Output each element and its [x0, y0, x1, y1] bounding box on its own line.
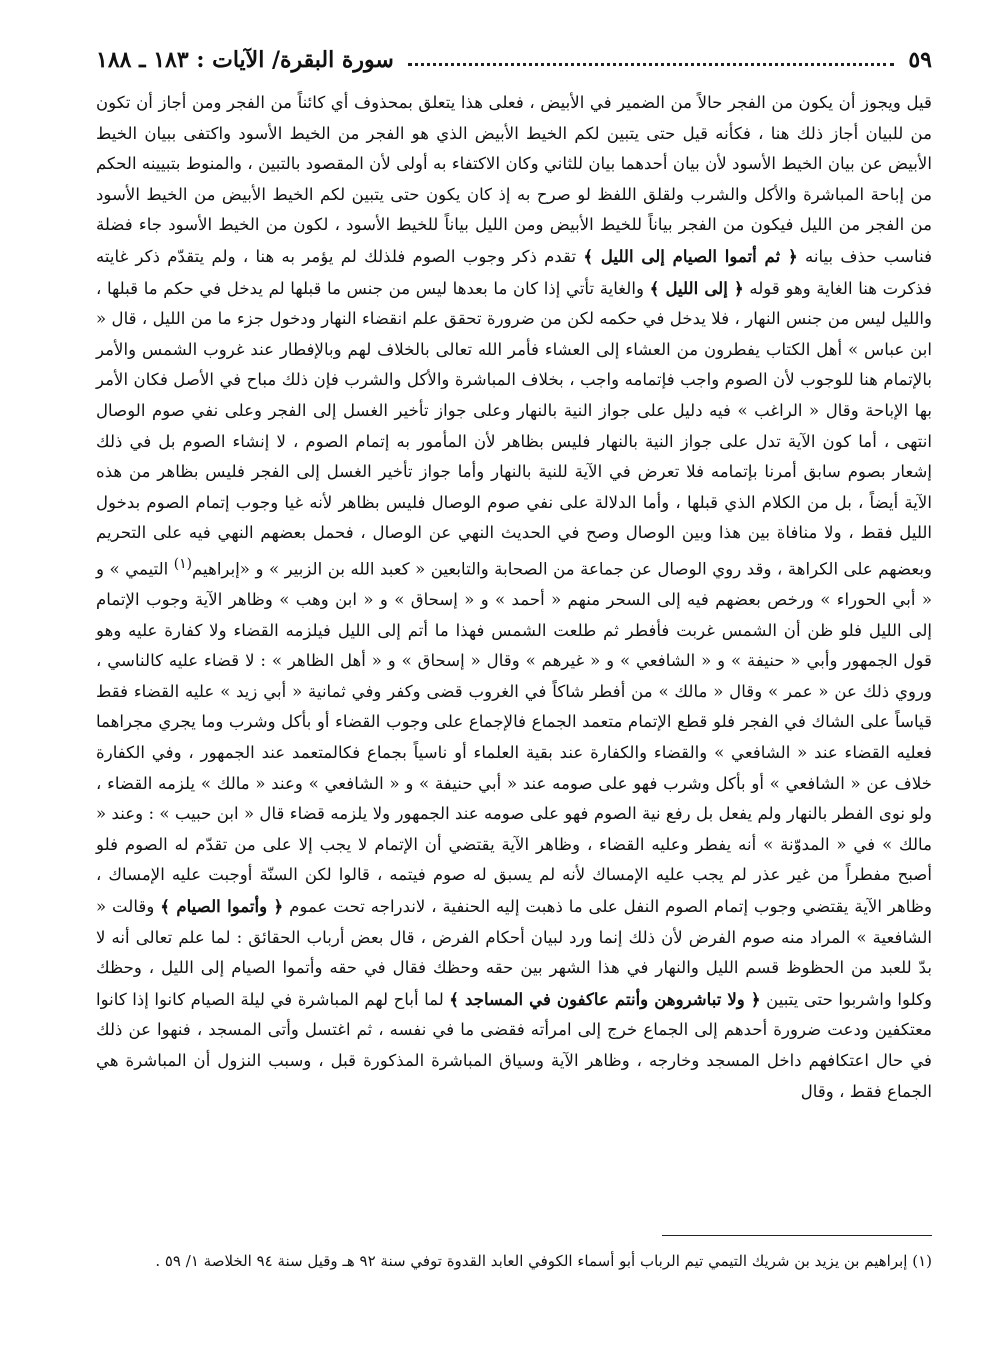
quran-verse: ﴿ وأتموا الصيام ﴾: [160, 895, 284, 916]
quran-verse: ﴿ ثم أتموا الصيام إلى الليل ﴾: [583, 245, 798, 266]
body-text-segment: قيل ويجوز أن يكون من الفجر حالاً من الضمير في الأبيض ، فعلى هذا يتعلق بمحذوف أي كائناً من الفجر ومن أجاز أن تكون من للبيان أجاز ذلك هنا ، فكأنه قيل حتى يتبين لكم الخيط الأبيض الذي هو الفجر من الخيط الأسود واكتفى ببيان الخيط الأبيض عن بيان الخيط الأسود لأن بيان أحدهما بيان للثاني وكان الاكتفاء به أولى لأن المقصود بالتبين ، والمنوط بتبيينه الحكم من إباحة المباشرة والأكل والشرب ولقلق اللفظ لو صرح به إذ كان يكون حتى يتبين لكم الخيط الأبيض من الخيط الأسود من الفجر من الليل فيكون من الفجر بياناً للخيط الأبيض ومن الليل بياناً للخيط الأسود ، لكون من الخيط الأسود جاء فضلة فناسب حذف بيانه: [96, 93, 933, 266]
main-text: [96, 88, 932, 1107]
page-number: ٥٩: [908, 47, 932, 73]
body-text-segment: وقالت « الشافعية » المراد منه صوم الفرض لأن ذلك إنما ورد لبيان أحكام الفرض ، قال بعض أرباب الحقائق : لما علم تعالى أنه لا بدّ للعبد من الحظوظ قسم الليل والنهار في هذا الشهر بين حقه وحظك فقال في حقه وأتموا الصيام إلى الليل ، وحظك وكلوا واشربوا حتى يتبين: [96, 896, 933, 1009]
running-header: [96, 40, 932, 80]
footnote: (١) إبراهيم بن يزيد بن شريك التيمي تيم الرباب أبو أسماء الكوفي العابد القدوة توفي سنة ٩٢ هـ وقيل سنة ٩٤ الخلاصة ١/ ٥٩ .: [155, 1252, 932, 1270]
body-text-segment: تقدم ذكر وجوب الصوم فلذلك لم يؤمر به هنا ، ولم يتقدّم ذكر غايته فذكرت هنا الغاية وهو قوله: [96, 246, 932, 298]
footnote-separator: [662, 1235, 932, 1236]
footnote-marker: (١): [173, 555, 193, 572]
body-text-segment: والغاية تأتي إذا كان ما بعدها ليس من جنس ما قبلها لم يدخل في حكم ما قبلها ، والليل ليس من جنس النهار ، فلا يدخل في حكمه لكن من ضرورة تحقق علم انقضاء النهار ودخول جزء ما من الليل ، قال « ابن عباس » أهل الكتاب يفطرون من العشاء إلى العشاء فأمر الله تعالى بالخلاف لهم وبالإفطار عند غروب الشمس والأمر بالإتمام هنا للوجوب لأن الصوم واجب فإتمامه واجب ، بخلاف المباشرة والأكل والشرب فإن ذلك مباح في الأصل فكان الأمر بها الإباحة وقال « الراغب » فيه دليل على جواز النية بالنهار وعلى جواز تأخير الغسل إلى الفجر وعلى نفي صوم الوصال انتهى ، أما كون الآية تدل على جواز النية بالنهار فليس بظاهر لأن المأمور به إتمام الصوم ، لا إنشاء الصوم بل في ذلك إشعار بصوم سابق أمرنا بإتمامه فلا تعرض في الآية للنية بالنهار وأما جواز تأخير الغسل إلى الفجر فليس بظاهر من هذه الآية أيضاً ، بل من الكلام الذي قبلها ، وأما الدلالة على نفي صوم الوصال فليس بظاهر لأنه غيا وجوب إتمام الصوم بدخول الليل فقط ، ولا منافاة بين هذا وبين الوصال وصح في الحديث النهي عن الوصال ، فحمل بعضهم النهي فيه على التحريم وبعضهم على الكراهة ، وقد روي الوصال عن جماعة من الصحابة والتابعين « كعبد الله بن الزبير » و «إبراهيم: [96, 278, 932, 579]
quran-verse: ﴿ ولا تباشروهن وأنتم عاكفون في المساجد ﴾: [449, 988, 761, 1009]
body-text-segment: التيمي » و « أبي الحوراء » ورخص بعضهم فيه إلى السحر منهم « أحمد » و « إسحاق » و « ابن وهب » وظاهر الآية وجوب الإتمام إلى الليل فلو ظن أن الشمس غربت فأفطر ثم طلعت الشمس فهذا ما أتم إلى الليل فيلزمه القضاء ولا كفارة عليه وهو قول الجمهور وأبي « حنيفة » و « الشافعي » و « غيرهم » وقال « إسحاق » و « أهل الظاهر » : لا قضاء عليه كالناسي ، وروي ذلك عن « عمر » وقال « مالك » من أفطر شاكاً في الغروب قضى وكفر وفي ثمانية « أبي زيد » عليه القضاء فقط قياساً على الشاك في الفجر فلو قطع الإتمام متعمد الجماع فالإجماع على وجوب القضاء أو بأكل وشرب وما يجري مجراهما فعليه القضاء عند « الشافعي » والقضاء والكفارة عند بقية العلماء أو ناسياً بجماع فكالمتعمد عند الجمهور ، وفي الكفارة خلاف عن « الشافعي » أو بأكل وشرب فهو على صومه عند « أبي حنيفة » و « الشافعي » وعند « مالك » يلزمه القضاء ، ولو نوى الفطر بالنهار ولم يفعل بل رفع نية الصوم فهو على صومه عند الجمهور ولا يلزمه قضاء قال « ابن حبيب » : وعند « مالك » في « المدوّنة » أنه يفطر وعليه القضاء ، وظاهر الآية يقتضي أن الإتمام لا يجب إلا على من تقدّم له الصوم فلو أصبح مفطراً من غير عذر لم يجب عليه الإمساك لأنه لم يسبق له صوم فيتمه ، قالوا لكن السنّة أوجبت عليه الإمساك ، وظاهر الآية يقتضي وجوب إتمام الصوم النفل على ما ذهبت إليه الحنفية ، لاندراجه تحت عموم: [96, 559, 932, 916]
header-dotted-leader: [408, 63, 895, 66]
body-paragraph: [96, 88, 932, 1107]
header-title: سورة البقرة/ الآيات : ١٨٣ ـ ١٨٨: [96, 47, 394, 73]
quran-verse: ﴿ إلى الليل ﴾: [649, 277, 744, 298]
body-text-segment: لما أباح لهم المباشرة في ليلة الصيام كانوا إذا كانوا معتكفين ودعت ضرورة أحدهم إلى الجماع خرج إلى امرأته فقضى ما في نفسه ، ثم اغتسل وأتى المسجد ، فنهوا عن ذلك في حال اعتكافهم داخل المسجد وخارجه ، وظاهر الآية وسياق المباشرة المذكورة قبل ، وسبب النزول أن المباشرة هي الجماع فقط ، وقال: [96, 989, 932, 1101]
